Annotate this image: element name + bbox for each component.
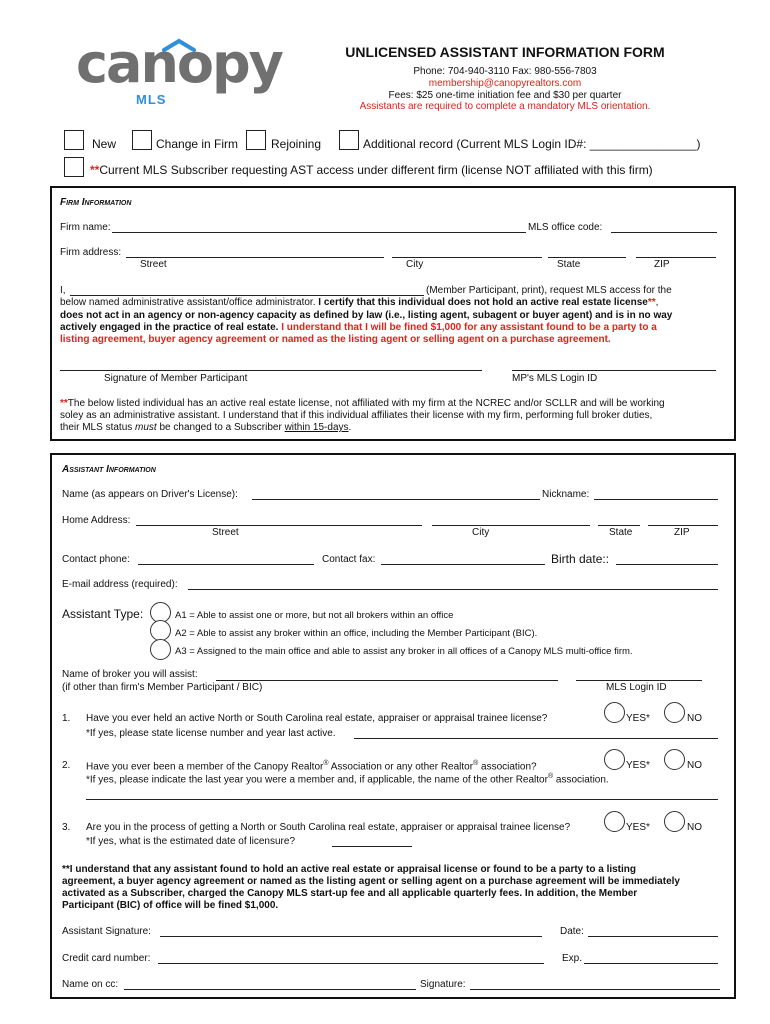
email-field[interactable] — [188, 589, 718, 590]
name-on-cc-field[interactable] — [124, 989, 416, 990]
fine-text-2: listing agreement, buyer agency agreement or named as the listing agent or selling agent on a purchase agreement. — [60, 334, 611, 345]
change-firm-label: Change in Firm — [156, 137, 239, 151]
assistant-signature-field[interactable] — [160, 936, 542, 937]
office-code-field[interactable] — [611, 232, 717, 233]
q1-yes-radio[interactable] — [604, 702, 625, 723]
birth-date-label: Birth date:: — [551, 552, 610, 566]
additional-checkbox[interactable] — [339, 130, 359, 150]
fees-text: Fees: $25 one-time initiation fee and $30 per quarter — [388, 90, 622, 101]
certify-line-2: does not act in an agency or non-agency capacity as defined by law (i.e., listing agent, subagent or buyer agent) and is in no way — [60, 310, 673, 321]
home-street-field[interactable] — [136, 525, 422, 526]
firm-address-label: Firm address: — [60, 247, 122, 258]
logo-wordmark: canopy — [76, 32, 282, 95]
name-label: Name (as appears on Driver's License): — [62, 489, 238, 500]
firm-heading: Firm Information — [60, 197, 132, 208]
date-field[interactable] — [588, 936, 718, 937]
warning-line-4: Participant (BIC) of office will be fined $1,000. — [62, 900, 279, 911]
home-zip-caption: ZIP — [674, 527, 690, 538]
current-text: Current MLS Subscriber requesting AST access under different firm (license NOT affiliated with this firm) — [99, 163, 653, 177]
firm-state-caption: State — [557, 259, 581, 270]
licensed-note-text-1: The below listed individual has an active real estate license, not affiliated with my firm at the NCREC and/or SCLLR and will be working — [67, 398, 665, 409]
name-field[interactable] — [252, 499, 540, 500]
broker-login-caption: MLS Login ID — [606, 682, 667, 693]
q2-number: 2. — [62, 760, 71, 771]
firm-zip-caption: ZIP — [654, 259, 670, 270]
assistant-type-label: Assistant Type: — [62, 607, 144, 621]
exp-label: Exp. — [562, 953, 583, 964]
firm-zip-field[interactable] — [636, 257, 716, 258]
q3-yes-radio[interactable] — [604, 811, 625, 832]
firm-name-field[interactable] — [112, 232, 526, 233]
q1-number: 1. — [62, 713, 71, 724]
q3-yes-label: YES* — [626, 822, 650, 833]
firm-street-caption: Street — [140, 259, 167, 270]
assistant-heading: Assistant Information — [62, 464, 156, 475]
home-state-field[interactable] — [598, 525, 640, 526]
mp-signature-caption: Signature of Member Participant — [104, 373, 248, 384]
current-subscriber-checkbox[interactable] — [64, 157, 84, 177]
fax-field[interactable] — [381, 564, 545, 565]
additional-label: Additional record (Current MLS Login ID#: ________________) — [363, 137, 701, 151]
warning-line-1: **I understand that any assistant found to hold an active real estate or appraisal license or found to be a party to a listing — [62, 864, 637, 875]
phone-field[interactable] — [138, 564, 314, 565]
q1-answer-field[interactable] — [354, 738, 718, 739]
broker-label: Name of broker you will assist: — [62, 669, 198, 680]
licensed-note-1 — [60, 398, 665, 409]
nickname-field[interactable] — [594, 499, 718, 500]
current-subscriber-label — [90, 163, 653, 177]
canopy-logo — [76, 32, 282, 110]
certify-body-3: actively engaged in the practice of real estate. — [60, 322, 279, 333]
firm-city-caption: City — [406, 259, 424, 270]
licensed-note-3: their MLS status must be changed to a Subscriber within 15-days. — [60, 422, 352, 433]
mp-login-caption: MP's MLS Login ID — [512, 373, 598, 384]
firm-street-field[interactable] — [126, 257, 384, 258]
type-a3-label: A3 = Assigned to the main office and able to assist any broker in all offices of a Canopy MLS multi-office firm. — [175, 646, 633, 657]
fax-label: Contact fax: — [322, 554, 376, 565]
certify-body-1: below named administrative assistant/office administrator. — [60, 297, 316, 308]
date-label: Date: — [560, 926, 584, 937]
q1-no-label: NO — [687, 713, 702, 724]
credit-card-label: Credit card number: — [62, 953, 151, 964]
q1-text: Have you ever held an active North or South Carolina real estate, appraiser or appraisal trainee license? — [86, 713, 548, 724]
new-label: New — [92, 137, 117, 151]
cc-signature-label: Signature: — [420, 979, 466, 990]
type-a2-radio[interactable] — [150, 620, 171, 641]
type-a1-label: A1 = Able to assist one or more, but not all brokers within an office — [175, 610, 454, 621]
home-city-field[interactable] — [432, 525, 590, 526]
name-on-cc-label: Name on cc: — [62, 979, 119, 990]
exp-field[interactable] — [584, 963, 718, 964]
home-address-label: Home Address: — [62, 515, 131, 526]
home-city-caption: City — [472, 527, 490, 538]
type-a2-label: A2 = Able to assist any broker within an office, including the Member Participant (BIC). — [175, 628, 538, 639]
q3-sub-text: *If yes, what is the estimated date of licensure? — [86, 836, 295, 847]
q2-text: Have you ever been a member of the Canopy Realtor® Association or any other Realtor® association? — [86, 760, 537, 773]
q1-sub-text: *If yes, please state license number and year last active. — [86, 728, 336, 739]
q2-sub-text: *If yes, please indicate the last year you were a member and, if applicable, the name of the other Realtor® association. — [86, 773, 609, 786]
q1-no-radio[interactable] — [664, 702, 685, 723]
q3-no-label: NO — [687, 822, 702, 833]
q2-answer-field[interactable] — [86, 799, 718, 800]
broker-sub-label: (if other than firm's Member Participant / BIC) — [62, 682, 263, 693]
type-a3-radio[interactable] — [150, 639, 171, 660]
assistant-signature-label: Assistant Signature: — [62, 926, 151, 937]
fine-text-1: I understand that I will be fined $1,000 for any assistant found to be a party to a — [281, 322, 657, 333]
warning-line-2: agreement, a buyer agency agreement or named as the listing agent or selling agent on a purchase agreement will be immediately — [62, 876, 680, 887]
licensed-note-2: soley as an administrative assistant. I understand that if this individual affiliates their license with my firm, performing full broker duties, — [60, 410, 653, 421]
mp-request-text: (Member Participant, print), request MLS access for the — [426, 285, 672, 296]
certify-statement: I certify that this individual does not hold an active real estate license — [318, 297, 648, 308]
logo-roof-icon — [162, 38, 196, 52]
contact-email[interactable]: membership@canopyrealtors.com — [428, 78, 582, 89]
broker-name-field[interactable] — [216, 680, 558, 681]
credit-card-field[interactable] — [158, 963, 544, 964]
rejoining-checkbox[interactable] — [246, 130, 266, 150]
certify-line-1: below named administrative assistant/office administrator. I certify that this individual does not hold an active real estate license**, — [60, 297, 659, 308]
contact-phone-fax: Phone: 704-940-3110 Fax: 980-556-7803 — [413, 66, 597, 77]
assistant-information-section — [50, 453, 736, 999]
broker-login-field[interactable] — [576, 680, 702, 681]
rejoining-label: Rejoining — [271, 137, 322, 151]
certify-mark: ** — [647, 297, 656, 308]
q2-no-label: NO — [687, 760, 702, 771]
form-title: UNLICENSED ASSISTANT INFORMATION FORM — [345, 44, 665, 60]
new-checkbox[interactable] — [64, 130, 84, 150]
firm-name-label: Firm name: — [60, 222, 111, 233]
birth-date-field[interactable] — [616, 564, 718, 565]
q2-yes-radio[interactable] — [604, 749, 625, 770]
q2-yes-label: YES* — [626, 760, 650, 771]
q1-yes-label: YES* — [626, 713, 650, 724]
mp-login-field[interactable] — [512, 370, 716, 371]
email-label: E-mail address (required): — [62, 579, 178, 590]
phone-label: Contact phone: — [62, 554, 130, 565]
q3-number: 3. — [62, 822, 71, 833]
licensed-note-mark: ** — [60, 398, 68, 409]
q3-answer-field[interactable] — [332, 846, 412, 847]
nickname-label: Nickname: — [542, 489, 590, 500]
q2-no-radio[interactable] — [664, 749, 685, 770]
current-mark: ** — [90, 163, 100, 177]
home-state-caption: State — [609, 527, 633, 538]
home-street-caption: Street — [212, 527, 239, 538]
warning-line-3: activated as a Subscriber, charged the Canopy MLS start-up fee and all applicable quarterly fees. In addition, the Member — [62, 888, 638, 899]
mp-signature-field[interactable] — [60, 370, 482, 371]
mp-i-label: I, — [60, 285, 66, 296]
office-code-label: MLS office code: — [528, 222, 603, 233]
logo-sub: MLS — [136, 92, 167, 107]
certify-line-3 — [60, 322, 657, 333]
q3-no-radio[interactable] — [664, 811, 685, 832]
mp-print-name-field[interactable] — [70, 295, 424, 296]
firm-city-field[interactable] — [392, 257, 542, 258]
q3-text: Are you in the process of getting a North or South Carolina real estate, appraiser or appraisal trainee license? — [86, 822, 571, 833]
change-firm-checkbox[interactable] — [132, 130, 152, 150]
home-zip-field[interactable] — [648, 525, 718, 526]
firm-state-field[interactable] — [548, 257, 626, 258]
cc-signature-field[interactable] — [470, 989, 720, 990]
orientation-text: Assistants are required to complete a mandatory MLS orientation. — [359, 101, 651, 112]
